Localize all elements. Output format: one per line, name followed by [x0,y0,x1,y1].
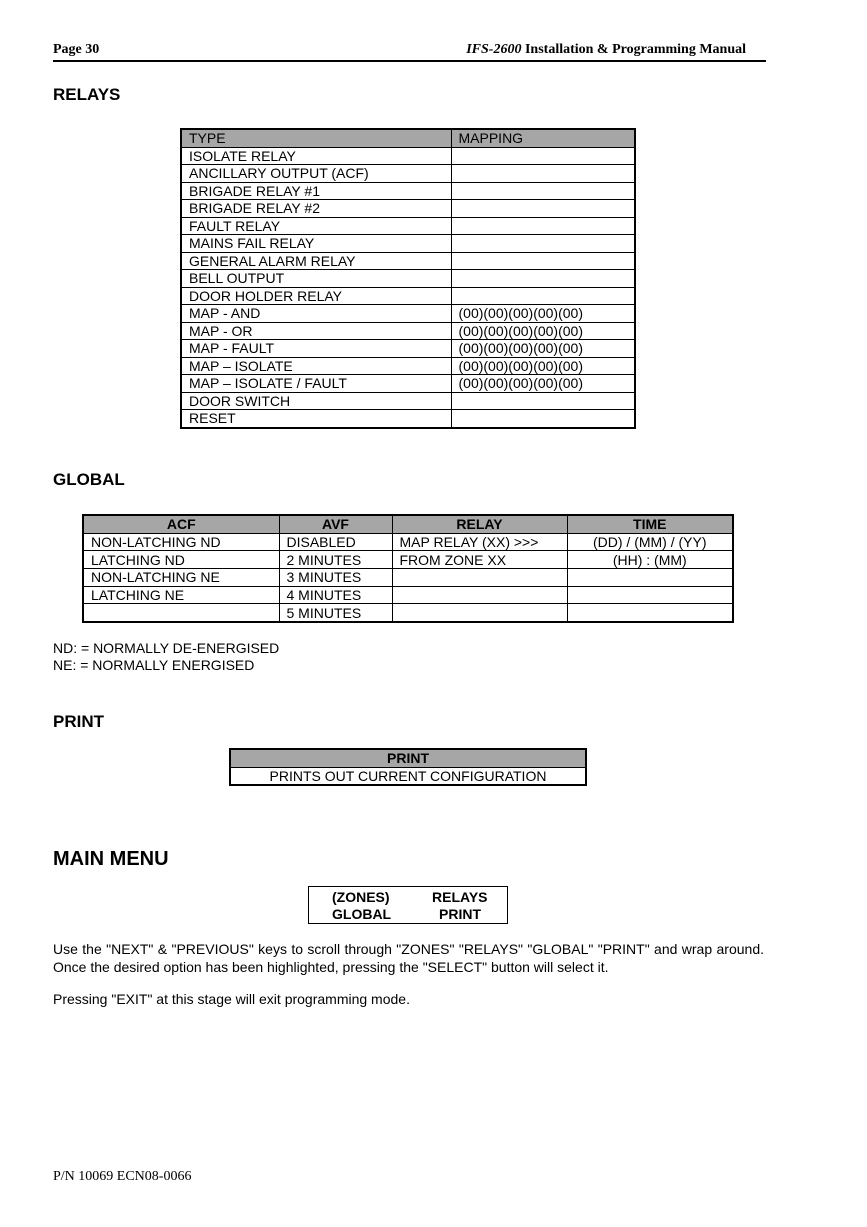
acf-cell: NON-LATCHING ND [83,533,279,551]
print-description: PRINTS OUT CURRENT CONFIGURATION [230,767,586,785]
relay-mapping-cell: (00)(00)(00)(00)(00) [451,375,635,393]
global-table [82,514,734,623]
global-column-time: TIME [567,515,733,533]
acf-cell: NON-LATCHING NE [83,569,279,587]
menu-item-print: PRINT [439,906,481,922]
relay-type-cell: MAP – ISOLATE / FAULT [181,375,451,393]
relay-cell [392,586,567,604]
menu-item-relays: RELAYS [432,889,488,905]
relay-mapping-cell: (00)(00)(00)(00)(00) [451,322,635,340]
table-row [181,305,635,323]
relay-mapping-cell [451,392,635,410]
note-ne: NE: = NORMALLY ENERGISED [53,657,255,673]
relay-type-cell: DOOR SWITCH [181,392,451,410]
table-row [181,252,635,270]
relay-type-cell: ANCILLARY OUTPUT (ACF) [181,165,451,183]
print-table [229,748,587,786]
page-number: Page 30 [53,42,100,57]
avf-cell: 4 MINUTES [279,586,392,604]
table-row [181,270,635,288]
relay-type-cell: ISOLATE RELAY [181,147,451,165]
relay-mapping-cell: (00)(00)(00)(00)(00) [451,357,635,375]
relay-type-cell: MAP - OR [181,322,451,340]
table-row [181,375,635,393]
main-menu-display [308,886,508,924]
relay-mapping-cell [451,235,635,253]
relay-type-cell: GENERAL ALARM RELAY [181,252,451,270]
table-row [83,604,733,622]
time-cell: (HH) : (MM) [567,551,733,569]
time-cell [567,586,733,604]
relay-mapping-cell: (00)(00)(00)(00)(00) [451,340,635,358]
relay-mapping-cell [451,200,635,218]
relay-mapping-cell: (00)(00)(00)(00)(00) [451,305,635,323]
time-cell: (DD) / (MM) / (YY) [567,533,733,551]
acf-cell [83,604,279,622]
avf-cell: DISABLED [279,533,392,551]
print-header: PRINT [230,749,586,767]
manual-title [466,42,746,58]
relay-type-cell: MAP - FAULT [181,340,451,358]
relay-cell: MAP RELAY (XX) >>> [392,533,567,551]
manual-name: Installation & Programming Manual [521,42,746,57]
menu-item-global: GLOBAL [332,906,392,922]
time-cell [567,569,733,587]
table-row [181,217,635,235]
page-header [53,40,766,62]
table-row [83,569,733,587]
relay-mapping-cell [451,287,635,305]
relays-title: RELAYS [53,85,121,104]
relay-mapping-cell [451,410,635,428]
table-row [181,322,635,340]
table-row [83,551,733,569]
table-row [181,357,635,375]
table-row [181,392,635,410]
global-column-acf: ACF [83,515,279,533]
acf-cell: LATCHING NE [83,586,279,604]
relay-type-cell: MAP – ISOLATE [181,357,451,375]
menu-item-zones: (ZONES) [332,889,390,905]
relay-type-cell: FAULT RELAY [181,217,451,235]
time-cell [567,604,733,622]
relay-type-cell: MAP - AND [181,305,451,323]
avf-cell: 5 MINUTES [279,604,392,622]
relay-mapping-cell [451,182,635,200]
relay-cell [392,604,567,622]
relay-mapping-cell [451,270,635,288]
table-row [83,586,733,604]
print-title: PRINT [53,712,104,731]
relays-table [180,128,636,429]
table-row [181,200,635,218]
table-row [83,533,733,551]
table-row [181,287,635,305]
note-nd: ND: = NORMALLY DE-ENERGISED [53,640,280,656]
relay-cell [392,569,567,587]
relays-column-type: TYPE [181,129,451,147]
relay-mapping-cell [451,165,635,183]
main-menu-title: MAIN MENU [53,848,169,870]
exit-paragraph: Pressing "EXIT" at this stage will exit programming mode. [53,991,410,1007]
table-row [181,165,635,183]
table-row [181,147,635,165]
relay-type-cell: MAINS FAIL RELAY [181,235,451,253]
table-row [181,235,635,253]
relay-type-cell: DOOR HOLDER RELAY [181,287,451,305]
global-title: GLOBAL [53,470,125,489]
relay-type-cell: BELL OUTPUT [181,270,451,288]
acf-cell: LATCHING ND [83,551,279,569]
relay-cell: FROM ZONE XX [392,551,567,569]
footer-part-number: P/N 10069 ECN08-0066 [53,1169,192,1184]
relay-mapping-cell [451,252,635,270]
global-column-relay: RELAY [392,515,567,533]
avf-cell: 3 MINUTES [279,569,392,587]
relay-type-cell: RESET [181,410,451,428]
relays-column-mapping: MAPPING [451,129,635,147]
relay-mapping-cell [451,217,635,235]
table-row [181,340,635,358]
table-row [181,410,635,428]
avf-cell: 2 MINUTES [279,551,392,569]
relay-type-cell: BRIGADE RELAY #1 [181,182,451,200]
instructions-paragraph: Use the "NEXT" & "PREVIOUS" keys to scroll through "ZONES" "RELAYS" "GLOBAL" "PRINT" and wrap around. Once the desired option has been highlighted, pressing the "SELECT" button will select it. [53,941,764,975]
model-name: IFS-2600 [466,42,522,57]
table-row [181,182,635,200]
relay-mapping-cell [451,147,635,165]
global-column-avf: AVF [279,515,392,533]
relay-type-cell: BRIGADE RELAY #2 [181,200,451,218]
